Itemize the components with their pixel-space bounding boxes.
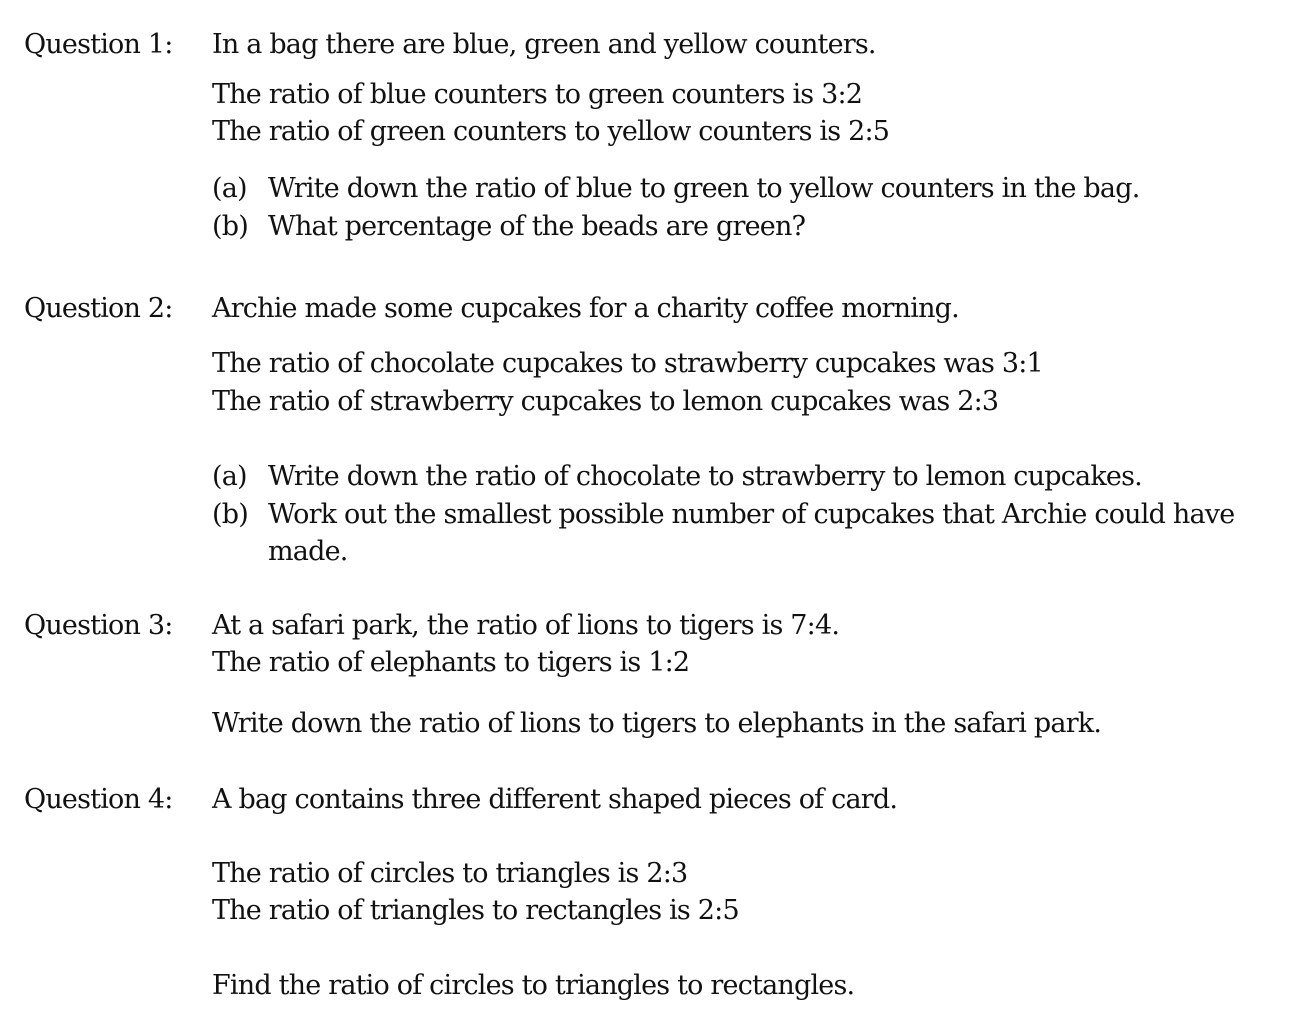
question-4-ratio-2: The ratio of triangles to rectangles is 2:5 [212, 895, 739, 926]
question-2-ratio-1: The ratio of chocolate cupcakes to strawberry cupcakes was 3:1 [212, 348, 1043, 379]
question-1-part-b-text: What percentage of the beads are green? [268, 211, 806, 242]
question-1-part-b-letter: (b) [212, 211, 248, 242]
question-3-intro: At a safari park, the ratio of lions to tigers is 7:4. [212, 610, 840, 641]
question-4-label: Question 4: [24, 784, 173, 815]
question-2-part-a-letter: (a) [212, 461, 247, 492]
question-1-ratio-2: The ratio of green counters to yellow counters is 2:5 [212, 116, 890, 147]
question-2-ratio-2: The ratio of strawberry cupcakes to lemon cupcakes was 2:3 [212, 386, 999, 417]
question-2-part-b-text: Work out the smallest possible number of cupcakes that Archie could have [268, 499, 1235, 530]
question-2-part-b-continuation: made. [268, 536, 348, 567]
question-1-label: Question 1: [24, 29, 173, 60]
question-2-part-a-text: Write down the ratio of chocolate to strawberry to lemon cupcakes. [268, 461, 1142, 492]
question-4-intro: A bag contains three different shaped pieces of card. [212, 784, 898, 815]
question-4-ratio-1: The ratio of circles to triangles is 2:3 [212, 858, 688, 889]
question-1-part-a-letter: (a) [212, 173, 247, 204]
question-2-intro: Archie made some cupcakes for a charity coffee morning. [212, 293, 959, 324]
question-4-task: Find the ratio of circles to triangles to rectangles. [212, 970, 855, 1001]
question-1-part-a-text: Write down the ratio of blue to green to yellow counters in the bag. [268, 173, 1140, 204]
question-2-label: Question 2: [24, 293, 173, 324]
question-1-ratio-1: The ratio of blue counters to green counters is 3:2 [212, 79, 863, 110]
question-3-ratio: The ratio of elephants to tigers is 1:2 [212, 647, 690, 678]
question-1-intro: In a bag there are blue, green and yellow counters. [212, 29, 876, 60]
question-3-label: Question 3: [24, 610, 173, 641]
question-3-task: Write down the ratio of lions to tigers to elephants in the safari park. [212, 708, 1102, 739]
question-2-part-b-letter: (b) [212, 499, 248, 530]
